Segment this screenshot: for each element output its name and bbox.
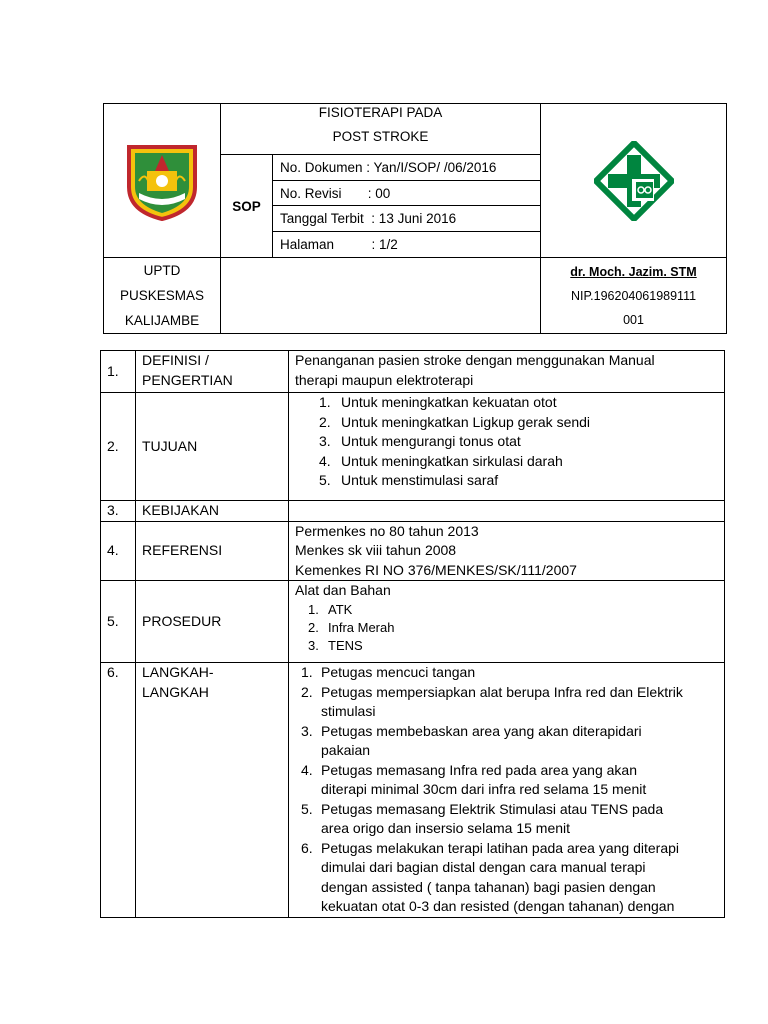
row-content [289,581,725,663]
list-item: 6. Petugas melakukan terapi latihan pada area yang diterapi dimulai dari bagian distal dengan cara manual terapi dengan assisted ( tanpa tahanan) bagi pasien dengan kekuatan otat 0-3 dan resisted (dengan tahanan) dengan [301,839,680,914]
table-row [101,501,725,522]
content-line: therapi maupun elektroterapi [295,371,474,388]
list-item: 3. TENS [308,637,363,653]
list-item: 4. Untuk meningkatkan sirkulasi darah [319,452,563,469]
sop-label: SOP [221,155,273,258]
row-number: 4. [101,521,136,581]
label-line: LANGKAH [142,683,209,700]
left-logo-cell [104,104,221,258]
row-number: 5. [101,581,136,663]
list-item: 2. Infra Merah [308,619,395,635]
signer-cell [541,258,727,334]
row-number: 6. [101,663,136,918]
label-line: LANGKAH- [142,664,214,680]
row-content [289,393,725,501]
label-line: PENGERTIAN [142,371,233,388]
regional-emblem-icon [125,141,199,221]
org-line1: UPTD [143,263,181,278]
content-line: Penanganan pasien stroke dengan menggunakan Manual [295,352,655,368]
row-label: TUJUAN [136,393,289,501]
table-row [101,393,725,501]
table-row [101,351,725,393]
signer-nip-line1: NIP.196204061989111 [570,289,697,303]
row-label: REFERENSI [136,521,289,581]
row-label [136,663,289,918]
doc-number: No. Dokumen : Yan/I/SOP/ /06/2016 [273,155,541,181]
signer-name: dr. Moch. Jazim. STM [570,265,697,279]
list-item: 1. Untuk meningkatkan kekuatan otot [319,394,557,410]
row-label: KEBIJAKAN [136,501,289,522]
table-row [101,521,725,581]
right-logo-cell [541,104,727,258]
list-item: 3. Untuk mengurangi tonus otat [319,433,521,449]
objectives-list [295,393,718,491]
list-item: 1. ATK [308,601,353,617]
row-number: 1. [101,351,136,393]
list-item: 1. Petugas mencuci tangan [301,664,476,680]
title-line2: POST STROKE [332,129,429,144]
row-number: 2. [101,393,136,501]
page-number: Halaman : 1/2 [273,232,541,258]
reference-line: Permenkes no 80 tahun 2013 [295,522,479,539]
sop-content-table [100,350,725,918]
row-content [289,351,725,393]
list-item: 4. Petugas memasang Infra red pada area yang akan diterapi minimal 30cm dari infra red selama 15 menit [301,761,647,797]
org-cell [104,258,221,334]
issue-date: Tanggal Terbit : 13 Juni 2016 [273,206,541,232]
list-item: 5. Petugas memasang Elektrik Stimulasi atau TENS pada area origo dan insersio selama 15 menit [301,800,664,836]
revision: No. Revisi : 00 [273,181,541,206]
list-item: 2. Untuk meningkatkan Ligkup gerak sendi [319,413,591,430]
signer-nip-line2: 001 [623,313,644,327]
row-label: PROSEDUR [136,581,289,663]
table-row [101,581,725,663]
reference-line: Menkes sk viii tahun 2008 [295,542,457,558]
org-line2: PUSKESMAS [119,288,205,303]
row-content [289,501,725,522]
org-line3: KALIJAMBE [124,313,200,328]
reference-line: Kemenkes RI NO 376/MENKES/SK/111/2007 [295,561,577,578]
row-label [136,351,289,393]
procedure-intro: Alat dan Bahan [295,582,391,598]
header-table [103,103,727,334]
steps-list [295,663,718,917]
puskesmas-cross-icon [594,141,674,221]
list-item: 5. Untuk menstimulasi saraf [319,472,499,488]
row-number: 3. [101,501,136,522]
row-content [289,521,725,581]
title-line1: FISIOTERAPI PADA [318,105,443,120]
empty-org-cell [221,258,541,334]
table-row [101,663,725,918]
label-line: DEFINISI / [142,352,209,368]
title-cell [221,104,541,155]
list-item: 3. Petugas membebaskan area yang akan diterapidari pakaian [301,722,642,758]
materials-list [295,601,718,655]
list-item: 2. Petugas mempersiapkan alat berupa Infra red dan Elektrik stimulasi [301,683,683,719]
row-content [289,663,725,918]
